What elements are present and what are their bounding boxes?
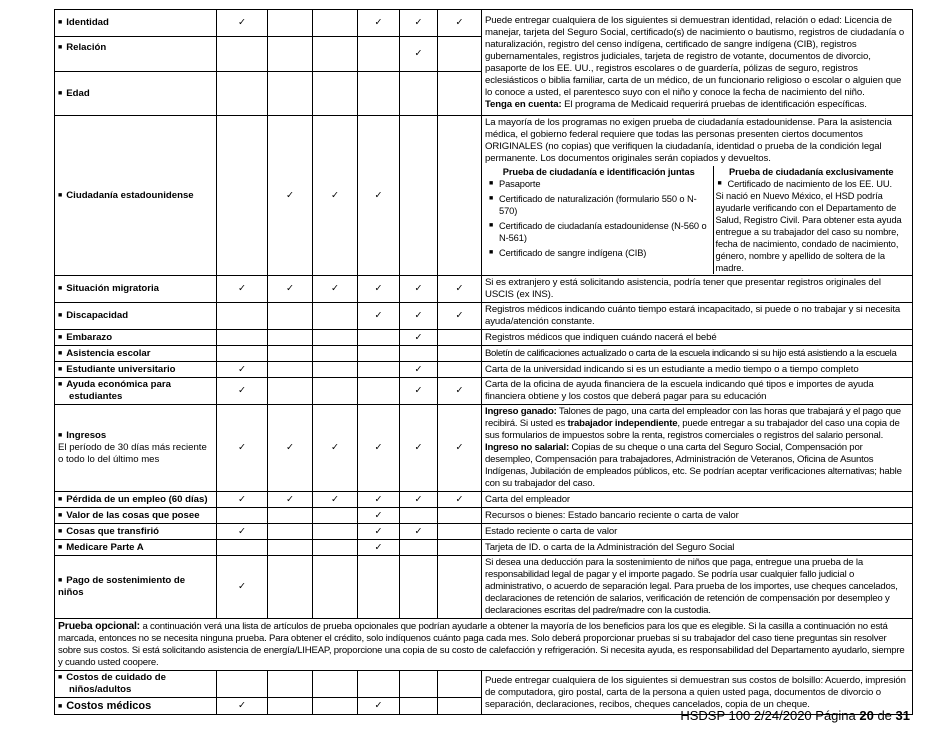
row-label-sostenimiento: ■ Pago de sostenimiento de niños — [55, 556, 217, 619]
row-label-relacion: ■ Relación — [55, 37, 217, 72]
check-mark: ✓ — [400, 276, 438, 303]
check-mark: ✓ — [217, 276, 268, 303]
table-row — [55, 346, 913, 362]
row-label-identidad: ■ Identidad — [55, 10, 217, 37]
row-description: Boletín de calificaciones actualizado o carta de la escuela indicando si su hijo está asistiendo a la escuela — [482, 346, 913, 362]
check-mark: ✓ — [400, 524, 438, 540]
check-mark: ✓ — [217, 556, 268, 619]
row-label-costos-medicos: ■ Costos médicos — [55, 698, 217, 715]
table-row — [55, 330, 913, 346]
costs-proof-description: Puede entregar cualquiera de los siguientes si demuestran sus costos de bolsillo: Acuerdo, impresión de computadora, giro postal, carta de la persona a quien usted paga, documentos de divorcio o separación, declaraciones, recibos, cheques cancelados, copia de un cheque. — [482, 671, 913, 715]
check-mark: ✓ — [358, 276, 400, 303]
row-label-ayuda-economica: ■ Ayuda económica para estudiantes — [55, 378, 217, 405]
table-row — [55, 378, 913, 405]
row-description: Si es extranjero y está solicitando asistencia, podría tener que presentar registros originales del USCIS (ex INS). — [482, 276, 913, 303]
check-mark: ✓ — [217, 378, 268, 405]
check-mark: ✓ — [438, 378, 482, 405]
check-mark: ✓ — [358, 116, 400, 276]
optional-proof-row — [55, 619, 913, 671]
row-label-asistencia-escolar: ■ Asistencia escolar — [55, 346, 217, 362]
check-mark: ✓ — [268, 492, 313, 508]
list-item: ■ Pasaporte — [487, 178, 711, 190]
table-row — [55, 362, 913, 378]
row-label-migratoria: ■ Situación migratoria — [55, 276, 217, 303]
row-label-ingresos: ■ Ingresos El período de 30 días más reciente o todo lo del último mes — [55, 405, 217, 492]
check-mark: ✓ — [438, 303, 482, 330]
row-description: Registros médicos que indiquen cuándo nacerá el bebé — [482, 330, 913, 346]
list-item: ■ Certificado de ciudadanía estadounidense (N-560 o N-561) — [487, 220, 711, 244]
check-mark: ✓ — [438, 276, 482, 303]
row-description: Estado reciente o carta de valor — [482, 524, 913, 540]
check-mark: ✓ — [400, 378, 438, 405]
table-row — [55, 524, 913, 540]
row-label-medicare: ■ Medicare Parte A — [55, 540, 217, 556]
row-description: Registros médicos indicando cuánto tiempo estará incapacitado, si puede o no trabajar y si necesita ayuda/atención constante. — [482, 303, 913, 330]
table-row — [55, 276, 913, 303]
check-mark: ✓ — [438, 405, 482, 492]
check-mark: ✓ — [217, 362, 268, 378]
citizenship-description: La mayoría de los programas no exigen prueba de ciudadanía estadounidense. Para la asistencia médica, el gobierno federal requiere que todas las personas presenten ciertos documentos ORIGINALES (no copias) que verifiquen la ciudadanía, identidad o prueba de la condición legal permanente. Los documentos originales serán copiados y devueltos. Prueba de ciudadanía e identificación juntas ■ Pasaporte ■ Certificado de naturalización (formulario 550 o N-570) ■ Certificado de ciudadanía estadounidense (N-560 o N-561) ■ Certificado de sangre indígena (CIB) Prueba de ciudadanía exclusivamente ■ Certificado de nacimiento de los EE. UU. Si nació en Nuevo México, el HSD podría ayudarle verificando con el Departamento de Salud, Registro Civil. Para obtener esta ayuda entregue a su trabajador del caso su nombre, fecha de nacimiento, condado de nacimiento, género, nombre y apellido de soltera de la madre. — [482, 116, 913, 276]
row-label-valor-cosas: ■ Valor de las cosas que posee — [55, 508, 217, 524]
check-mark: ✓ — [400, 37, 438, 72]
row-label-ciudadania: ■ Ciudadanía estadounidense — [55, 116, 217, 276]
check-mark: ✓ — [358, 10, 400, 37]
row-description: Tarjeta de ID. o carta de la Administración del Seguro Social — [482, 540, 913, 556]
check-mark: ✓ — [217, 698, 268, 715]
check-mark: ✓ — [217, 405, 268, 492]
row-label-universitario: ■ Estudiante universitario — [55, 362, 217, 378]
check-mark: ✓ — [313, 405, 358, 492]
table-row — [55, 540, 913, 556]
check-mark: ✓ — [400, 405, 438, 492]
list-item: ■ Certificado de sangre indígena (CIB) — [487, 247, 711, 259]
check-mark: ✓ — [313, 276, 358, 303]
row-label-perdida-empleo: ■ Pérdida de un empleo (60 días) — [55, 492, 217, 508]
citizenship-proof-table — [485, 166, 909, 274]
check-mark: ✓ — [358, 698, 400, 715]
check-mark: ✓ — [438, 10, 482, 37]
check-mark: ✓ — [358, 492, 400, 508]
row-description: Carta de la oficina de ayuda financiera de la escuela indicando qué tipos e importes de ayuda financiera obtiene y los costos que deberá pagar para su educación — [482, 378, 913, 405]
row-label-cosas-transfirio: ■ Cosas que transfirió — [55, 524, 217, 540]
page-footer: HSDSP 100 2/24/2020 Página 20 de 31 — [680, 708, 910, 723]
check-mark: ✓ — [358, 524, 400, 540]
check-mark: ✓ — [217, 10, 268, 37]
check-mark: ✓ — [400, 330, 438, 346]
table-row — [55, 492, 913, 508]
check-mark: ✓ — [438, 492, 482, 508]
row-description: Carta de la universidad indicando si es un estudiante a medio tiempo o a tiempo completo — [482, 362, 913, 378]
check-mark: ✓ — [217, 524, 268, 540]
check-mark: ✓ — [400, 303, 438, 330]
row-description: Carta del empleador — [482, 492, 913, 508]
verification-table — [54, 9, 913, 715]
row-label-costos-cuidado: ■ Costos de cuidado de niños/adultos — [55, 671, 217, 698]
check-mark: ✓ — [313, 492, 358, 508]
check-mark: ✓ — [400, 362, 438, 378]
check-mark: ✓ — [268, 405, 313, 492]
check-mark: ✓ — [400, 492, 438, 508]
table-row — [55, 508, 913, 524]
row-label-embarazo: ■ Embarazo — [55, 330, 217, 346]
row-label-edad: ■ Edad — [55, 72, 217, 116]
check-mark: ✓ — [313, 116, 358, 276]
check-mark: ✓ — [358, 405, 400, 492]
check-mark: ✓ — [400, 10, 438, 37]
row-description: Si desea una deducción para la sostenimiento de niños que paga, entregue una prueba de la responsabilidad legal de pagar y el importe pagado. Se podría usar cualquier fallo judicial o administrativo, o acuerdo de separación legal. Para prueba de los importes, use cheques cancelados, declaraciones de retención de salarios, verificación de retención de compensación por desempleo y declaraciones escritas del padre/madre con la custodia. — [482, 556, 913, 619]
check-mark: ✓ — [358, 540, 400, 556]
row-description: Recursos o bienes: Estado bancario reciente o carta de valor — [482, 508, 913, 524]
check-mark: ✓ — [268, 116, 313, 276]
check-mark: ✓ — [358, 303, 400, 330]
table-row — [55, 671, 913, 698]
row-label-discapacidad: ■ Discapacidad — [55, 303, 217, 330]
table-row — [55, 303, 913, 330]
table-row — [55, 405, 913, 492]
list-item: ■ Certificado de nacimiento de los EE. UU. — [716, 178, 908, 190]
list-item: ■ Certificado de naturalización (formulario 550 o N-570) — [487, 193, 711, 217]
table-row — [55, 116, 913, 276]
exclusive-proof-column: Prueba de ciudadanía exclusivamente ■ Certificado de nacimiento de los EE. UU. Si nació en Nuevo México, el HSD podría ayudarle verificando con el Departamento de Salud, Registro Civil. Para obtener esta ayuda entregue a su trabajador del caso su nombre, fecha de nacimiento, condado de nacimiento, género, nombre y apellido de soltera de la madre. — [713, 166, 909, 274]
table-row — [55, 556, 913, 619]
check-mark: ✓ — [268, 276, 313, 303]
id-proof-description: Puede entregar cualquiera de los siguientes si demuestran identidad, relación o edad: Licencia de manejar, tarjeta del Seguro Social, certificado(s) de nacimiento o bautismo, registros de ciudadanía o naturalización, registro del censo indígena, certificado de sangre indígena (CIB), registros gubernamentales, registros judiciales, tarjeta de registro de votante, documentos de divorcio, pasaporte de los EE. UU., registros escolares o de guardería, pólizas de seguro, registros eclesiásticos o biblia familiar, carta de un médico, de un funcionario religioso o escolar o alguien que lo conoce a usted, el parentesco suyo con el niño y conoce la fecha de nacimiento del niño. Tenga en cuenta: El programa de Medicaid requerirá pruebas de identificación específicas. — [482, 10, 913, 116]
form-page — [54, 9, 912, 715]
check-mark: ✓ — [358, 508, 400, 524]
optional-proof-note: Prueba opcional: a continuación verá una lista de artículos de prueba opcionales que podrían ayudarle a obtener la mayoría de los beneficios para los que es elegible. Si la casilla a continuación no está marcada, entonces no se necesita ninguna prueba. Para obtener el crédito, solo indíquenos cuánto paga cada mes. Solo deberá proporcionar pruebas si su trabajador del caso tiene preguntas sin resolver sobre sus costos. Si está solicitando asistencia de energía/LIHEAP, proporcione una copia de su costo de calefacción y refrigeración. Si necesita ayuda, es responsabilidad del Departamento ayudarlo, siempre y cuando usted coopere. — [55, 619, 913, 671]
income-description: Ingreso ganado: Talones de pago, una carta del empleador con las horas que trabajará y el pago que recibirá. Si usted es trabajador independiente, puede entregar a su trabajador del caso una copia de sus formularios de impuestos sobre la renta, registros comerciales o registros del salario personal. Ingreso no salarial: Copias de su cheque o una carta del Seguro Social, Compensación por desempleo, Compensación para trabajadores, Administración de Veteranos, Oficina de Asuntos Indígenas, Jubilación de empleados públicos, etc. Se podrían aceptar verificaciones alternativas; hable con su trabajador del caso. — [482, 405, 913, 492]
joint-proof-column: Prueba de ciudadanía e identificación juntas ■ Pasaporte ■ Certificado de naturalización (formulario 550 o N-570) ■ Certificado de ciudadanía estadounidense (N-560 o N-561) ■ Certificado de sangre indígena (CIB) — [485, 166, 713, 274]
table-row — [55, 10, 913, 37]
check-mark: ✓ — [217, 492, 268, 508]
